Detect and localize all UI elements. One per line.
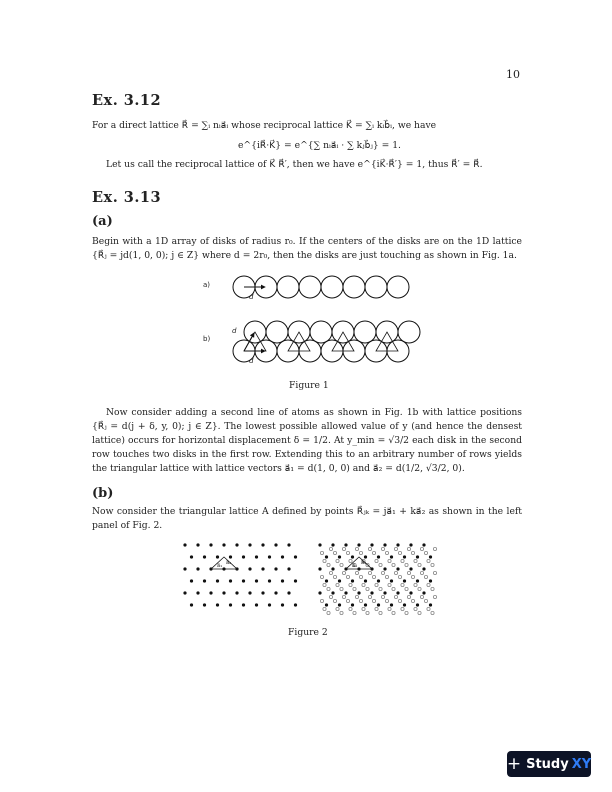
lattice-point bbox=[429, 579, 432, 582]
hollow-point bbox=[379, 587, 382, 590]
fig1-label-b: b) bbox=[203, 335, 211, 343]
lattice-point bbox=[261, 543, 264, 546]
lattice-point bbox=[209, 543, 212, 546]
fig1a-d-label: d bbox=[249, 293, 254, 301]
lattice-point bbox=[370, 591, 373, 594]
lattice-point bbox=[403, 555, 406, 558]
studyxy-brand-badge[interactable] bbox=[507, 751, 591, 777]
hollow-point bbox=[340, 587, 343, 590]
lattice-point bbox=[429, 555, 432, 558]
lattice-point bbox=[216, 603, 219, 606]
hollow-point bbox=[427, 559, 430, 562]
hollow-point bbox=[368, 595, 371, 598]
lattice-point bbox=[383, 567, 386, 570]
lattice-point bbox=[409, 543, 412, 546]
hollow-point bbox=[375, 607, 378, 610]
lattice-point bbox=[248, 591, 251, 594]
lattice-point bbox=[357, 543, 360, 546]
hollow-point bbox=[411, 551, 414, 554]
lattice-point bbox=[383, 543, 386, 546]
lattice-point bbox=[281, 555, 284, 558]
fig1b-d-arrow-diagonal bbox=[244, 333, 254, 351]
lattice-point bbox=[261, 567, 264, 570]
hollow-point bbox=[342, 547, 345, 550]
lattice-point bbox=[281, 579, 284, 582]
figure-2-right-lattice bbox=[315, 540, 440, 612]
ex313a-paragraph-1: Begin with a 1D array of disks of radius r₀. If the centers of the disks are on the 1D lattice {R⃗ⱼ = jd(1, 0, 0); j ∈ Z} where d = 2r₀, then the disks are just touching as shown in Fig. 1a. bbox=[92, 236, 522, 261]
lattice-point bbox=[183, 543, 186, 546]
hollow-point bbox=[431, 611, 434, 614]
hollow-point bbox=[388, 607, 391, 610]
lattice-point bbox=[409, 591, 412, 594]
hollow-point bbox=[433, 571, 436, 574]
lattice-point bbox=[242, 603, 245, 606]
hollow-point bbox=[424, 599, 427, 602]
lattice-point bbox=[403, 579, 406, 582]
hollow-point bbox=[431, 587, 434, 590]
hollow-point bbox=[375, 583, 378, 586]
ex313a-paragraph-2: Now consider adding a second line of atoms as shown in Fig. 1b with lattice positions {R⃗ⱼ = d(j + δ, y, 0); j ∈ Z}. The lowest possible allowed value of y (and hence the densest lattice) occurs for horizontal displacement δ = 1/2. At y_min = √3/2 each disk in the second row touches two disks in the first row. Extending this to an arbitrary number of rows yields the triangular lattice with lattice vectors a⃗₁ = d(1, 0, 0) and a⃗₂ = d(1/2, √3/2, 0). bbox=[92, 407, 522, 474]
lattice-point bbox=[268, 603, 271, 606]
hollow-point bbox=[433, 595, 436, 598]
lattice-point bbox=[364, 603, 367, 606]
hollow-point bbox=[424, 551, 427, 554]
lattice-point bbox=[255, 555, 258, 558]
lattice-point bbox=[294, 579, 297, 582]
lattice-point bbox=[222, 591, 225, 594]
lattice-point bbox=[325, 555, 328, 558]
hollow-point bbox=[381, 571, 384, 574]
hollow-point bbox=[411, 575, 414, 578]
hollow-point bbox=[362, 607, 365, 610]
lattice-point bbox=[318, 543, 321, 546]
lattice-point bbox=[235, 591, 238, 594]
basis-label-a2: a⃗₂ bbox=[226, 560, 232, 566]
lattice-point bbox=[364, 555, 367, 558]
hollow-point bbox=[346, 599, 349, 602]
plus-icon: + bbox=[506, 754, 522, 774]
hollow-point bbox=[353, 587, 356, 590]
hollow-point bbox=[414, 559, 417, 562]
lattice-point bbox=[268, 579, 271, 582]
hollow-point bbox=[327, 611, 330, 614]
hollow-point bbox=[366, 611, 369, 614]
lattice-point bbox=[216, 555, 219, 558]
hollow-point bbox=[401, 607, 404, 610]
hollow-point bbox=[355, 571, 358, 574]
lattice-point bbox=[261, 591, 264, 594]
lattice-point bbox=[274, 543, 277, 546]
hollow-point bbox=[420, 571, 423, 574]
lattice-point bbox=[294, 555, 297, 558]
hollow-point bbox=[336, 583, 339, 586]
disk bbox=[343, 276, 365, 298]
lattice-point bbox=[203, 603, 206, 606]
lattice-point bbox=[351, 555, 354, 558]
hollow-point bbox=[342, 595, 345, 598]
hollow-point bbox=[385, 599, 388, 602]
disk bbox=[365, 276, 387, 298]
hollow-point bbox=[424, 575, 427, 578]
hollow-point bbox=[375, 559, 378, 562]
lattice-point bbox=[242, 579, 245, 582]
hollow-point bbox=[407, 571, 410, 574]
lattice-point bbox=[235, 543, 238, 546]
hollow-point bbox=[418, 611, 421, 614]
hollow-point bbox=[355, 547, 358, 550]
lattice-point bbox=[274, 567, 277, 570]
hollow-point bbox=[359, 599, 362, 602]
lattice-point bbox=[248, 543, 251, 546]
hollow-point bbox=[349, 607, 352, 610]
lattice-point bbox=[344, 543, 347, 546]
lattice-point bbox=[331, 591, 334, 594]
lattice-point bbox=[396, 591, 399, 594]
lattice-point bbox=[209, 591, 212, 594]
lattice-point bbox=[377, 603, 380, 606]
hollow-point bbox=[368, 547, 371, 550]
lattice-point bbox=[203, 555, 206, 558]
lattice-point bbox=[229, 603, 232, 606]
ex313b-paragraph-1: Now consider the triangular lattice A defined by points R⃗ⱼₖ = ja⃗₁ + ka⃗₂ as shown in the left panel of Fig. 2. bbox=[92, 506, 522, 531]
lattice-point bbox=[190, 603, 193, 606]
lattice-point bbox=[396, 543, 399, 546]
hollow-point bbox=[362, 583, 365, 586]
hollow-point bbox=[379, 611, 382, 614]
brand-name: Study bbox=[526, 756, 569, 772]
lattice-point bbox=[287, 543, 290, 546]
lattice-point bbox=[203, 579, 206, 582]
hollow-point bbox=[336, 607, 339, 610]
figure-1-caption: Figure 1 bbox=[289, 380, 329, 391]
fig1b-d-label-left: d bbox=[232, 327, 237, 335]
disk bbox=[277, 276, 299, 298]
hollow-point bbox=[327, 563, 330, 566]
hollow-point bbox=[349, 583, 352, 586]
hollow-point bbox=[329, 547, 332, 550]
heading-part-b: (b) bbox=[92, 486, 114, 501]
lattice-point bbox=[216, 579, 219, 582]
lattice-point bbox=[190, 555, 193, 558]
lattice-point bbox=[403, 603, 406, 606]
hollow-point bbox=[381, 595, 384, 598]
hollow-point bbox=[329, 571, 332, 574]
lattice-point bbox=[287, 567, 290, 570]
disk bbox=[310, 321, 332, 343]
ex312-equation: e^{iR⃗·K⃗} = e^{∑ nᵢa⃗ᵢ · ∑ kⱼb⃗ⱼ} = 1. bbox=[238, 140, 401, 151]
brand-name-accent: XY bbox=[571, 756, 592, 772]
lattice-point bbox=[370, 543, 373, 546]
lattice-point bbox=[255, 603, 258, 606]
lattice-point bbox=[422, 591, 425, 594]
lattice-point bbox=[396, 567, 399, 570]
hollow-point bbox=[431, 563, 434, 566]
lattice-point bbox=[338, 603, 341, 606]
disk bbox=[321, 276, 343, 298]
lattice-point bbox=[377, 555, 380, 558]
hollow-point bbox=[398, 551, 401, 554]
hollow-point bbox=[323, 559, 326, 562]
hollow-point bbox=[320, 575, 323, 578]
lattice-point bbox=[338, 579, 341, 582]
lattice-point bbox=[318, 591, 321, 594]
fig1b-d-label-bottom: d bbox=[249, 357, 254, 365]
lattice-point bbox=[281, 603, 284, 606]
figure-2-caption: Figure 2 bbox=[288, 627, 328, 638]
hollow-point bbox=[320, 599, 323, 602]
hollow-point bbox=[407, 595, 410, 598]
hollow-point bbox=[355, 595, 358, 598]
lattice-point bbox=[229, 579, 232, 582]
lattice-point bbox=[429, 603, 432, 606]
lattice-point bbox=[338, 555, 341, 558]
lattice-point bbox=[357, 591, 360, 594]
disk bbox=[266, 321, 288, 343]
hollow-point bbox=[320, 551, 323, 554]
hollow-point bbox=[323, 583, 326, 586]
lattice-point bbox=[274, 591, 277, 594]
hollow-point bbox=[346, 575, 349, 578]
lattice-point bbox=[196, 591, 199, 594]
figure-2-left-lattice bbox=[180, 540, 300, 612]
page-number: 10 bbox=[506, 68, 520, 81]
basis-label-a1: a⃗₁ bbox=[352, 563, 358, 569]
hollow-point bbox=[394, 571, 397, 574]
hollow-point bbox=[405, 563, 408, 566]
hollow-point bbox=[427, 607, 430, 610]
lattice-point bbox=[422, 543, 425, 546]
lattice-point bbox=[409, 567, 412, 570]
hollow-point bbox=[418, 563, 421, 566]
lattice-point bbox=[183, 591, 186, 594]
hollow-point bbox=[405, 587, 408, 590]
lattice-point bbox=[390, 603, 393, 606]
lattice-point bbox=[229, 555, 232, 558]
hollow-point bbox=[385, 575, 388, 578]
hollow-point bbox=[420, 595, 423, 598]
hollow-point bbox=[346, 551, 349, 554]
fig1-label-a: a) bbox=[203, 281, 211, 289]
hollow-point bbox=[323, 607, 326, 610]
lattice-point bbox=[294, 603, 297, 606]
lattice-point bbox=[196, 543, 199, 546]
lattice-point bbox=[325, 579, 328, 582]
lattice-point bbox=[416, 555, 419, 558]
disk bbox=[354, 321, 376, 343]
hollow-point bbox=[340, 563, 343, 566]
lattice-point bbox=[255, 579, 258, 582]
hollow-point bbox=[414, 607, 417, 610]
hollow-point bbox=[353, 611, 356, 614]
lattice-point bbox=[318, 567, 321, 570]
basis-label-a1: a⃗₁ bbox=[217, 563, 223, 569]
hollow-point bbox=[433, 547, 436, 550]
lattice-point bbox=[383, 591, 386, 594]
hollow-point bbox=[420, 547, 423, 550]
heading-ex-3-13: Ex. 3.13 bbox=[92, 189, 162, 206]
lattice-point bbox=[377, 579, 380, 582]
hollow-point bbox=[392, 563, 395, 566]
hollow-point bbox=[359, 575, 362, 578]
hollow-point bbox=[372, 551, 375, 554]
basis-label-a2: a⃗₂ bbox=[361, 560, 367, 566]
lattice-point bbox=[190, 579, 193, 582]
hollow-point bbox=[411, 599, 414, 602]
lattice-point bbox=[325, 603, 328, 606]
disk bbox=[398, 321, 420, 343]
lattice-point bbox=[344, 591, 347, 594]
lattice-point bbox=[416, 579, 419, 582]
figure-1-diagram bbox=[225, 270, 435, 370]
lattice-point bbox=[222, 543, 225, 546]
lattice-point bbox=[196, 567, 199, 570]
disk bbox=[387, 276, 409, 298]
lattice-point bbox=[287, 591, 290, 594]
hollow-point bbox=[372, 599, 375, 602]
basis-triangle bbox=[346, 557, 372, 569]
hollow-point bbox=[388, 559, 391, 562]
hollow-point bbox=[329, 595, 332, 598]
hollow-point bbox=[407, 547, 410, 550]
hollow-point bbox=[414, 583, 417, 586]
hollow-point bbox=[359, 551, 362, 554]
lattice-point bbox=[351, 603, 354, 606]
hollow-point bbox=[392, 611, 395, 614]
hollow-point bbox=[336, 559, 339, 562]
lattice-point bbox=[422, 567, 425, 570]
disk bbox=[299, 276, 321, 298]
hollow-point bbox=[379, 563, 382, 566]
lattice-point bbox=[416, 603, 419, 606]
lattice-point bbox=[183, 567, 186, 570]
heading-ex-3-12: Ex. 3.12 bbox=[92, 92, 162, 109]
lattice-point bbox=[242, 555, 245, 558]
lattice-point bbox=[390, 579, 393, 582]
hollow-point bbox=[340, 611, 343, 614]
hollow-point bbox=[398, 599, 401, 602]
hollow-point bbox=[394, 595, 397, 598]
hollow-point bbox=[418, 587, 421, 590]
ex312-paragraph-2: Let us call the reciprocal lattice of K⃗ R⃗′, then we have e^{iK⃗·R⃗′} = 1, thus R⃗′ = R⃗. bbox=[106, 159, 483, 170]
hollow-point bbox=[366, 587, 369, 590]
hollow-point bbox=[401, 583, 404, 586]
heading-part-a: (a) bbox=[92, 214, 113, 229]
hollow-point bbox=[381, 547, 384, 550]
hollow-point bbox=[398, 575, 401, 578]
lattice-point bbox=[331, 567, 334, 570]
lattice-point bbox=[364, 579, 367, 582]
hollow-point bbox=[405, 611, 408, 614]
hollow-point bbox=[385, 551, 388, 554]
hollow-point bbox=[388, 583, 391, 586]
hollow-point bbox=[392, 587, 395, 590]
hollow-point bbox=[342, 571, 345, 574]
hollow-point bbox=[333, 599, 336, 602]
basis-triangle bbox=[211, 557, 237, 569]
hollow-point bbox=[368, 571, 371, 574]
hollow-point bbox=[333, 551, 336, 554]
hollow-point bbox=[394, 547, 397, 550]
hollow-point bbox=[401, 559, 404, 562]
ex312-paragraph-1: For a direct lattice R⃗ = ∑ᵢ nᵢa⃗ᵢ whose reciprocal lattice K⃗ = ∑ᵢ kᵢb⃗ᵢ, we have bbox=[92, 120, 437, 131]
hollow-point bbox=[372, 575, 375, 578]
hollow-point bbox=[333, 575, 336, 578]
lattice-point bbox=[390, 555, 393, 558]
lattice-point bbox=[248, 567, 251, 570]
lattice-point bbox=[331, 543, 334, 546]
hollow-point bbox=[327, 587, 330, 590]
lattice-point bbox=[351, 579, 354, 582]
hollow-point bbox=[427, 583, 430, 586]
lattice-point bbox=[268, 555, 271, 558]
